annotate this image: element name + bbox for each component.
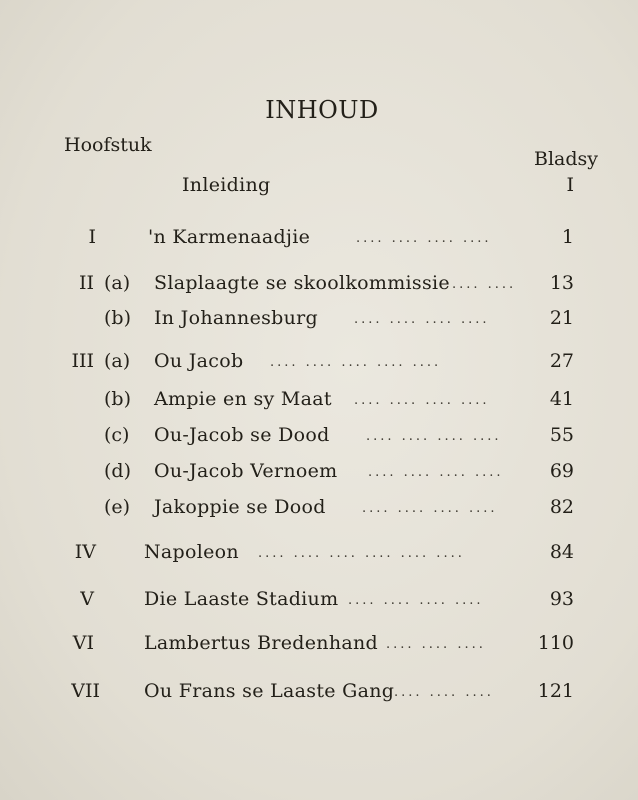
entry-title: Slaplaagte se skoolkommissie	[154, 272, 450, 294]
toc-heading: INHOUD	[265, 96, 379, 124]
chapter-number: VI	[72, 632, 94, 654]
chapter-number: III	[71, 350, 94, 372]
toc-entry	[0, 628, 638, 658]
leader-dots: .... .... .... ....	[366, 429, 502, 444]
chapter-number: VII	[71, 680, 100, 702]
section-letter: (b)	[104, 307, 131, 329]
entry-title: Ou-Jacob Vernoem	[154, 460, 338, 482]
leader-dots: .... .... .... ....	[354, 393, 490, 408]
page-number: 27	[549, 350, 574, 372]
page-number: I	[566, 174, 574, 196]
entry-title: 'n Karmenaadjie	[148, 226, 311, 248]
section-letter: (e)	[104, 496, 131, 518]
leader-dots: .... .... ....	[394, 685, 494, 700]
toc-entry	[0, 384, 638, 414]
page-number: 41	[549, 388, 574, 410]
section-letter: (a)	[104, 350, 131, 372]
page-number: 93	[549, 588, 574, 610]
toc-entry	[0, 222, 638, 252]
section-letter: (b)	[104, 388, 131, 410]
toc-entry	[0, 170, 638, 200]
toc-entry	[0, 303, 638, 333]
toc-entry	[0, 676, 638, 706]
page-number: 13	[549, 272, 574, 294]
leader-dots: .... ....	[452, 277, 517, 292]
leader-dots: .... .... .... ....	[348, 593, 484, 608]
leader-dots: .... .... .... ....	[356, 231, 492, 246]
toc-entry	[0, 584, 638, 614]
page-number: 110	[537, 632, 574, 654]
entry-title: Ou Jacob	[154, 350, 244, 372]
chapter-number: II	[78, 272, 94, 294]
leader-dots: .... .... ....	[386, 637, 486, 652]
entry-title: Ampie en sy Maat	[154, 388, 332, 410]
toc-entry	[0, 420, 638, 450]
chapter-number: IV	[74, 541, 96, 563]
toc-entry	[0, 268, 638, 298]
page-number: 69	[549, 460, 574, 482]
chapter-number: I	[88, 226, 96, 248]
entry-title: Napoleon	[144, 541, 239, 563]
leader-dots: .... .... .... .... .... ....	[258, 546, 465, 561]
page-number: 21	[549, 307, 574, 329]
page-number: 1	[561, 226, 574, 248]
toc-entry	[0, 456, 638, 486]
page-number: 84	[549, 541, 574, 563]
page-number: 121	[537, 680, 574, 702]
toc-entry	[0, 492, 638, 522]
chapter-number: V	[80, 588, 94, 610]
entry-title: Die Laaste Stadium	[144, 588, 339, 610]
chapter-column-header: Hoofstuk	[64, 134, 152, 156]
toc-entry	[0, 537, 638, 567]
leader-dots: .... .... .... ....	[368, 465, 504, 480]
entry-title: Ou-Jacob se Dood	[154, 424, 330, 446]
entry-title: Inleiding	[182, 174, 271, 196]
toc-entry	[0, 346, 638, 376]
section-letter: (c)	[104, 424, 130, 446]
page-number: 55	[549, 424, 574, 446]
entry-title: Jakoppie se Dood	[154, 496, 326, 518]
section-letter: (a)	[104, 272, 131, 294]
section-letter: (d)	[104, 460, 131, 482]
page-column-header: Bladsy	[533, 148, 598, 170]
leader-dots: .... .... .... .... ....	[270, 355, 442, 370]
leader-dots: .... .... .... ....	[362, 501, 498, 516]
leader-dots: .... .... .... ....	[354, 312, 490, 327]
entry-title: In Johannesburg	[154, 307, 319, 329]
entry-title: Ou Frans se Laaste Gang	[144, 680, 395, 702]
entry-title: Lambertus Bredenhand	[144, 632, 379, 654]
page-number: 82	[549, 496, 574, 518]
